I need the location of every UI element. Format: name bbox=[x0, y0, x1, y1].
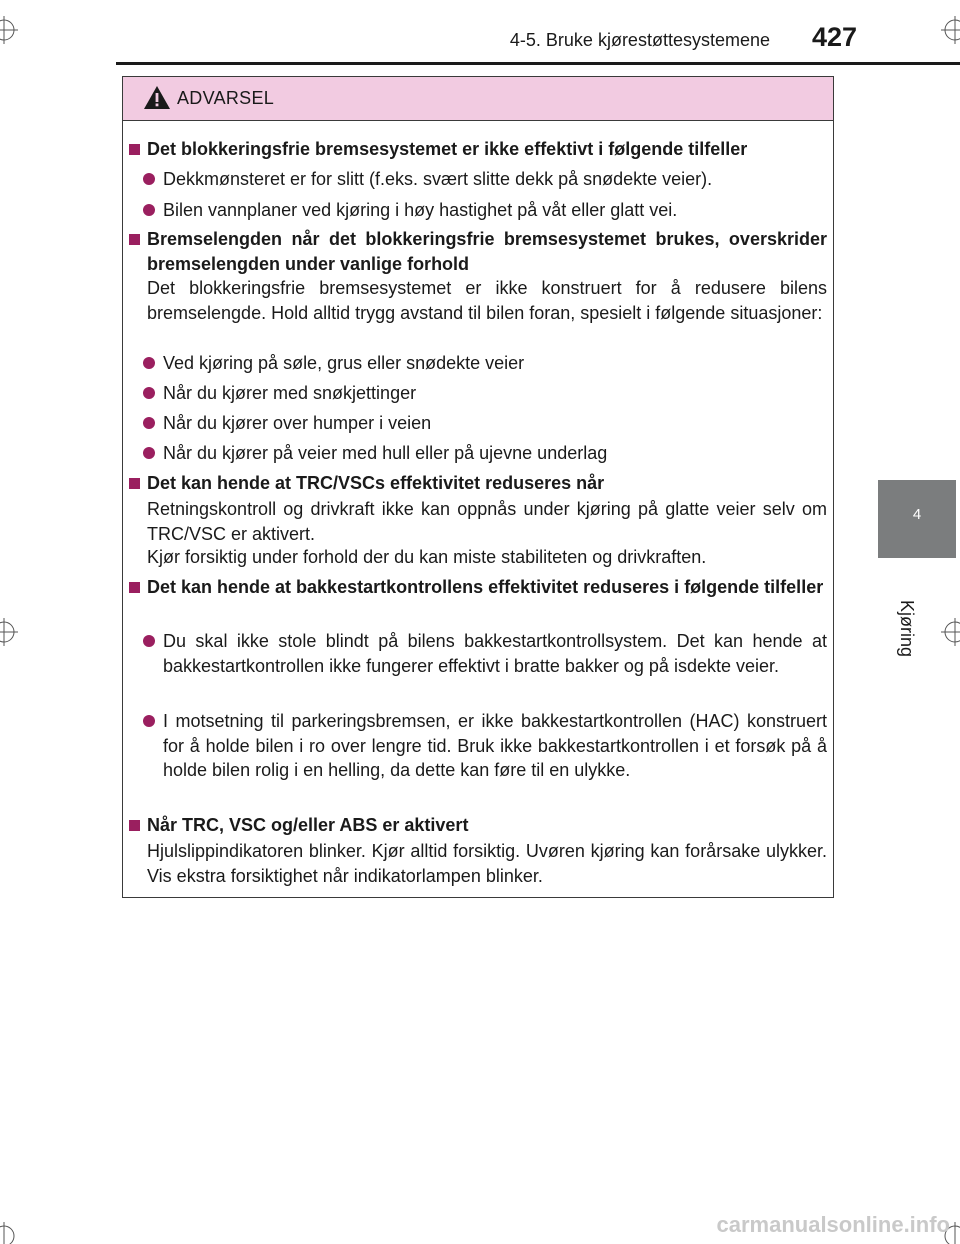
square-bullet-icon bbox=[129, 234, 140, 245]
square-bullet-icon bbox=[129, 144, 140, 155]
round-bullet-icon bbox=[143, 635, 155, 647]
round-bullet-icon bbox=[143, 357, 155, 369]
chapter-tab bbox=[878, 480, 956, 558]
warning-triangle-icon bbox=[143, 85, 171, 110]
page-number: 427 bbox=[812, 22, 858, 52]
round-bullet-icon bbox=[143, 417, 155, 429]
square-bullet-icon bbox=[129, 478, 140, 489]
round-bullet-icon bbox=[143, 387, 155, 399]
square-bullet-icon bbox=[129, 582, 140, 593]
watermark: carmanualsonline.info bbox=[716, 1212, 950, 1237]
square-bullet-icon bbox=[129, 820, 140, 831]
header-rule bbox=[116, 62, 960, 65]
chapter-label: Kjøring bbox=[897, 600, 917, 658]
round-bullet-icon bbox=[143, 173, 155, 185]
round-bullet-icon bbox=[143, 715, 155, 727]
section-title: 4-5. Bruke kjørestøttesystemene bbox=[509, 30, 770, 50]
round-bullet-icon bbox=[143, 447, 155, 459]
round-bullet-icon bbox=[143, 204, 155, 216]
warning-label: ADVARSEL bbox=[177, 88, 275, 108]
warning-header bbox=[123, 77, 833, 121]
warning-box: ADVARSEL Det blokkeringsfrie bremsesystemet er ikke effektivt i følgende tilfeller Dekkmønsteret er for slitt (f.eks. svært slitte dekk på snødekte veier). Bilen vannplaner ved kjøring i høy hastighet på våt eller glatt vei. Bremselengden når det blokkeringsfrie bremsesystemet brukes, overskrider bremselengden under vanlige forhold Det blokkeringsfrie bremsesystemet er ikke konstruert for å redusere bilens bremselengde. Hold alltid trygg avstand til bilen foran, spesielt i følgende situasjoner: Ved kjøring på søle, grus eller snødekte veier Når du kjører med snøkjettinger Når du kjører over humper i veien Når du kjører på veier med hull eller på ujevne underlag Det kan hende at TRC/VSCs effektivitet reduseres når Retningskontroll og drivkraft ikke kan oppnås under kjøring på glatte veier selv om TRC/VSC er aktivert. Kjør forsiktig under forhold der du kan miste stabiliteten og drivkraften. Det kan hende at bakkestartkontrollens effektivitet reduseres i følgende tilfeller Du skal ikke stole blindt på bilens bakkestartkontrollsystem. Det kan hende at bakkestartkontrollen ikke fungerer effektivt i bratte bakker og på isdekte veier. I motsetning til parkeringsbremsen, er ikke bakkestartkontrollen (HAC) konstruert for å holde bilen i ro over lengre tid. Bruk ikke bakkestartkontrollen i et forsøk på å holde bilen rolig i en helling, da dette kan føre til en ulykke. Når TRC, VSC og/eller ABS er aktivert Hjulslippindikatoren blinker. Kjør alltid forsiktig. Uvøren kjøring kan forårsake ulykker. Vis ekstra forsiktighet når indikatorlampen blinker. bbox=[122, 76, 834, 898]
chapter-number: 4 bbox=[912, 506, 922, 523]
